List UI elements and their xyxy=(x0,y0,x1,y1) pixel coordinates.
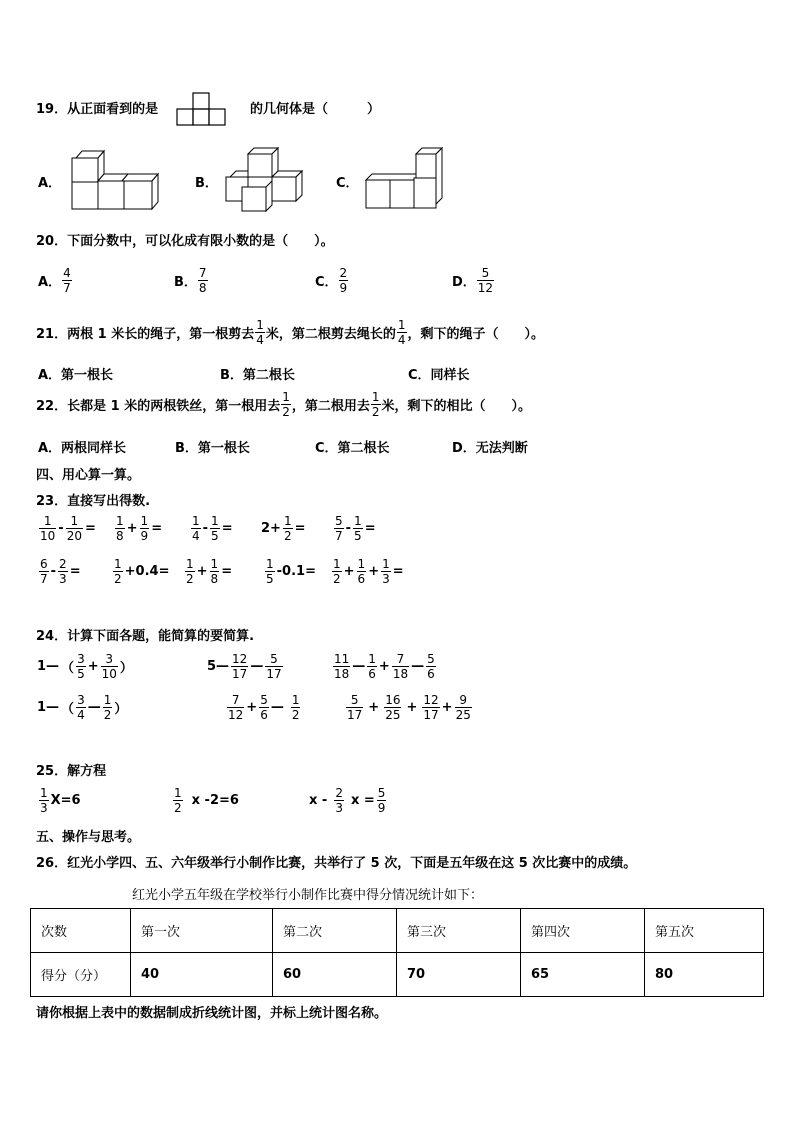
q20-option-c xyxy=(315,266,349,295)
score-cell: 60 xyxy=(273,953,397,997)
fraction: $\frac{6}{7}$ xyxy=(40,557,48,586)
q23-expr-4: 2+ $\frac{1}{2}$ = xyxy=(261,514,306,543)
fraction: $\frac{1}{2}$ xyxy=(282,390,290,419)
q26-instruction: 请你根据上表中的数据制成折线统计图，并标上统计图名称。 xyxy=(36,1006,388,1021)
q24-expr-6: $\frac{5}{17}$ + $\frac{16}{25}$ + $\frac{12}{17}$ + $\frac{9}{25}$ xyxy=(347,693,471,722)
fraction: $\frac{12}{17}$ xyxy=(423,693,439,722)
fraction: $\frac{1}{4}$ xyxy=(397,318,406,347)
score-cell: 80 xyxy=(645,953,764,997)
fraction: $\frac{7}{8}$ xyxy=(198,266,207,295)
q22-text-1: 22．长都是 1 米的两根铁丝，第一根用去 xyxy=(36,399,281,414)
fraction: $\frac{1}{2}$ xyxy=(174,786,182,815)
fraction: $\frac{1}{2}$ xyxy=(114,557,122,586)
fraction: $\frac{1}{9}$ xyxy=(140,514,149,543)
q23-expr-3: $\frac{1}{4}$ - $\frac{1}{5}$ = xyxy=(192,514,233,543)
fraction: $\frac{1}{2}$ xyxy=(333,557,341,586)
option-letter: A． xyxy=(38,275,62,290)
fraction: $\frac{4}{7}$ xyxy=(63,266,71,295)
q23-expr-7: $\frac{1}{2}$ +0.4= xyxy=(114,557,170,586)
fraction: $\frac{1}{3}$ xyxy=(382,557,390,586)
q22-option-b: B．第一根长 xyxy=(175,441,250,456)
fraction: $\frac{3}{10}$ xyxy=(101,652,117,681)
fraction: $\frac{1}{4}$ xyxy=(192,514,200,543)
fraction: $\frac{1}{2}$ xyxy=(186,557,194,586)
fraction: $\frac{5}{6}$ xyxy=(260,693,268,722)
q21-text-1: 21．两根 1 米长的绳子，第一根剪去 xyxy=(36,327,255,342)
q20-option-a xyxy=(38,266,73,295)
fraction: $\frac{5}{12}$ xyxy=(477,266,494,295)
fraction: $\frac{5}{6}$ xyxy=(427,652,435,681)
q24-expr-2: 5— $\frac{12}{17}$ — $\frac{5}{17}$ xyxy=(207,652,282,681)
q22-prompt xyxy=(36,390,531,419)
fraction: $\frac{5}{17}$ xyxy=(266,652,282,681)
q23-expr-10: $\frac{1}{2}$ + $\frac{1}{6}$ + $\frac{1}{3}$ = xyxy=(333,557,404,586)
q20-option-d xyxy=(452,266,495,295)
fraction: $\frac{7}{18}$ xyxy=(392,652,409,681)
fraction: $\frac{1}{8}$ xyxy=(210,557,219,586)
cube-figure-a xyxy=(68,148,163,212)
q19-option-b-label: B． xyxy=(195,176,218,191)
fraction: $\frac{7}{12}$ xyxy=(228,693,244,722)
q25-prompt: 25．解方程 xyxy=(36,764,107,779)
fraction: $\frac{1}{4}$ xyxy=(256,318,264,347)
fraction: $\frac{1}{5}$ xyxy=(211,514,219,543)
q25-equation-1: $\frac{1}{3}$ X=6 xyxy=(40,786,81,815)
score-cell: 65 xyxy=(521,953,645,997)
option-letter: D． xyxy=(452,275,476,290)
q21-prompt xyxy=(36,318,544,347)
fraction: $\frac{9}{25}$ xyxy=(455,693,471,722)
table-caption: 红光小学五年级在学校举行小制作比赛中得分情况统计如下： xyxy=(132,888,484,903)
fraction: $\frac{1}{2}$ xyxy=(371,390,380,419)
fraction: $\frac{1}{2}$ xyxy=(103,693,112,722)
section-4-title: 四、用心算一算。 xyxy=(36,468,141,483)
fraction: $\frac{1}{5}$ xyxy=(266,557,274,586)
q22-option-c: C．第二根长 xyxy=(315,441,390,456)
score-table xyxy=(30,908,764,997)
cube-figure-c xyxy=(362,146,446,212)
q25-equation-2: $\frac{1}{2}$ x -2=6 xyxy=(174,786,239,815)
table-header-cell: 第五次 xyxy=(645,909,764,953)
q20-prompt: 20．下面分数中，可以化成有限小数的是（ ）。 xyxy=(36,234,334,249)
front-view-figure xyxy=(175,92,227,126)
q21-option-b: B．第二根长 xyxy=(220,368,295,383)
q22-option-d: D．无法判断 xyxy=(452,441,528,456)
q24-prompt: 24．计算下面各题，能简算的要简算. xyxy=(36,629,255,644)
table-header-cell: 次数 xyxy=(31,909,131,953)
q19-prompt: 19．从正面看到的是 xyxy=(36,102,159,117)
q23-expr-9: $\frac{1}{5}$ -0.1= xyxy=(266,557,316,586)
q23-expr-5: $\frac{5}{7}$ - $\frac{1}{5}$ = xyxy=(335,514,376,543)
q20-option-b xyxy=(174,266,209,295)
fraction: $\frac{5}{17}$ xyxy=(347,693,363,722)
q19-prompt-suffix: 的几何体是（ ） xyxy=(250,102,381,117)
q23-expr-6: $\frac{6}{7}$ - $\frac{2}{3}$ = xyxy=(40,557,81,586)
fraction: $\frac{11}{18}$ xyxy=(334,652,350,681)
q22-option-a: A．两根同样长 xyxy=(38,441,127,456)
section-5-title: 五、操作与思考。 xyxy=(36,830,141,845)
fraction: $\frac{1}{8}$ xyxy=(116,514,124,543)
table-header-cell: 第三次 xyxy=(397,909,521,953)
fraction: $\frac{3}{5}$ xyxy=(77,652,85,681)
q24-expr-1: 1— （ $\frac{3}{5}$ + $\frac{3}{10}$ ） xyxy=(37,652,133,681)
option-letter: B． xyxy=(174,275,197,290)
fraction: $\frac{1}{20}$ xyxy=(66,514,82,543)
q21-text-3: ，剩下的绳子（ ）。 xyxy=(407,327,545,342)
fraction: $\frac{1}{10}$ xyxy=(40,514,56,543)
fraction: $\frac{12}{17}$ xyxy=(232,652,248,681)
table-header-cell: 第二次 xyxy=(273,909,397,953)
q19-option-c-label: C． xyxy=(336,176,359,191)
fraction: $\frac{3}{4}$ xyxy=(77,693,85,722)
q23-expr-1: $\frac{1}{10}$ - $\frac{1}{20}$ = xyxy=(40,514,96,543)
fraction: $\frac{1}{6}$ xyxy=(368,652,376,681)
score-cell: 40 xyxy=(131,953,273,997)
fraction: $\frac{1}{2}$ xyxy=(291,693,300,722)
fraction: $\frac{16}{25}$ xyxy=(385,693,401,722)
fraction: $\frac{1}{5}$ xyxy=(354,514,362,543)
cube-figure-b xyxy=(222,145,304,213)
fraction: $\frac{2}{9}$ xyxy=(339,266,348,295)
q21-option-c: C．同样长 xyxy=(408,368,470,383)
q23-expr-8: $\frac{1}{2}$ + $\frac{1}{8}$ = xyxy=(186,557,233,586)
q24-expr-3: $\frac{11}{18}$ — $\frac{1}{6}$ + $\frac{7}{18}$ — $\frac{5}{6}$ xyxy=(334,652,435,681)
score-cell: 70 xyxy=(397,953,521,997)
fraction: $\frac{2}{3}$ xyxy=(335,786,343,815)
row-label: 得分（分） xyxy=(31,953,131,997)
table-header-cell: 第一次 xyxy=(131,909,273,953)
table-row xyxy=(31,953,764,997)
table-header-row xyxy=(31,909,764,953)
q21-option-a: A．第一根长 xyxy=(38,368,114,383)
fraction: $\frac{5}{9}$ xyxy=(377,786,386,815)
table-header-cell: 第四次 xyxy=(521,909,645,953)
fraction: $\frac{1}{2}$ xyxy=(283,514,292,543)
fraction: $\frac{2}{3}$ xyxy=(59,557,67,586)
q26-prompt: 26．红光小学四、五、六年级举行小制作比赛，共举行了 5 次，下面是五年级在这 5 次比赛中的成绩。 xyxy=(36,856,637,871)
option-letter: C． xyxy=(315,275,338,290)
q25-equation-3: x - $\frac{2}{3}$ x = $\frac{5}{9}$ xyxy=(309,786,386,815)
q22-text-2: ，第二根用去 xyxy=(291,399,370,414)
fraction: $\frac{5}{7}$ xyxy=(335,514,343,543)
q24-expr-4: 1— （ $\frac{3}{4}$ — $\frac{1}{2}$ ） xyxy=(37,693,128,722)
q24-expr-5: $\frac{7}{12}$ + $\frac{5}{6}$ — $\frac{1}{2}$ xyxy=(228,693,300,722)
q21-text-2: 米，第二根剪去绳长的 xyxy=(265,327,396,342)
fraction: $\frac{1}{6}$ xyxy=(357,557,366,586)
q22-text-3: 米，剩下的相比（ ）。 xyxy=(381,399,532,414)
fraction: $\frac{1}{3}$ xyxy=(40,786,48,815)
q23-prompt: 23．直接写出得数. xyxy=(36,494,151,509)
q23-expr-2: $\frac{1}{8}$ + $\frac{1}{9}$ = xyxy=(116,514,163,543)
q19-option-a-label: A． xyxy=(38,176,62,191)
